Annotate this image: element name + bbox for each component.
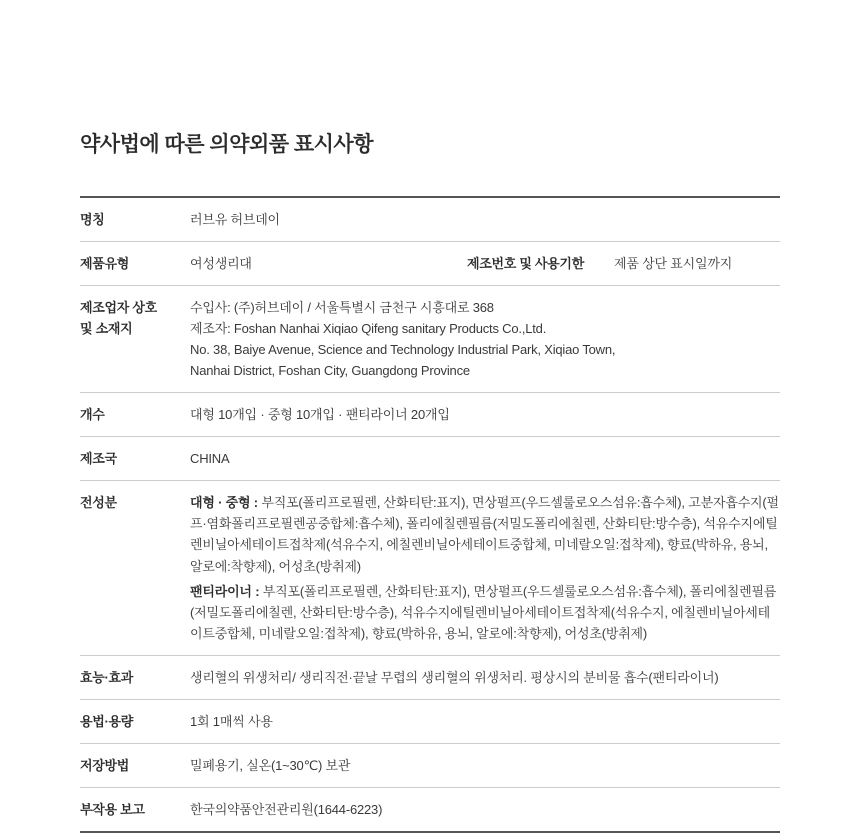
manufacturer-label-line-1: 제조업자 상호 [80, 300, 157, 316]
row-label-adverse-report: 부작용 보고 [80, 801, 145, 817]
table-row [80, 286, 780, 393]
row-value-dosage: 1회 1매씩 사용 [190, 713, 273, 729]
row-value-ingredients [190, 481, 780, 655]
table-row [80, 242, 780, 286]
ingredients-group-2-name: 팬티라이너 : [190, 583, 260, 599]
row-value-count: 대형 10개입 · 중형 10개입 · 팬티라이너 20개입 [190, 407, 450, 423]
row-value-product-type [190, 242, 780, 286]
manufacturer-line-4: Nanhai District, Foshan City, Guangdong Province [190, 363, 470, 379]
ingredients-group-1-name: 대형 · 중형 : [190, 495, 258, 511]
row-label-country: 제조국 [80, 451, 117, 467]
product-type-text: 여성생리대 [190, 256, 252, 272]
page-title: 약사법에 따른 의약외품 표시사항 [80, 133, 374, 156]
manufacturer-label-line-2: 및 소재지 [80, 321, 133, 337]
ingredients-group-large-medium [190, 492, 780, 576]
row-label-efficacy: 효능·효과 [80, 669, 134, 685]
table-row [80, 197, 780, 242]
table-row [80, 437, 780, 481]
table-row [80, 393, 780, 437]
row-value-name: 러브유 허브데이 [190, 212, 280, 227]
manufacturer-line-1: 수입사: (주)허브데이 / 서울특별시 금천구 시흥대로 368 [190, 300, 494, 316]
row-label-count: 개수 [80, 407, 105, 423]
product-spec-table [80, 196, 780, 833]
row-label-storage: 저장방법 [80, 757, 130, 773]
row-value-country: CHINA [190, 451, 230, 467]
lot-expiry-value: 제품 상단 표시일까지 [614, 256, 733, 272]
ingredients-group-1-text: 부직포(폴리프로필렌, 산화티탄:표지), 면상펄프(우드셀룰로오스섬유:흡수체), 고분자흡수지(펄프·염화폴리프로필렌공중합체:흡수체), 폴리에칠렌필름(저밀도폴리에칠렌, 산화티탄:방수층), 석유수지에틸렌비닐아세테이트접착제(석유수지, 에칠렌비닐아세테이트중합체, 미네랄오일:접착제), 향료(박하유, 용뇌, 알로에:착향제), 어성초(방취제) [190, 495, 779, 574]
row-value-adverse-report: 한국의약품안전관리원(1644-6223) [190, 801, 383, 817]
lot-expiry-label: 제조번호 및 사용기한 [467, 256, 584, 272]
table-row [80, 699, 780, 743]
table-row [80, 655, 780, 699]
table-row [80, 787, 780, 832]
row-label-manufacturer [80, 286, 190, 393]
ingredients-group-pantyliner [190, 581, 780, 644]
row-value-storage: 밀폐용기, 실온(1~30℃) 보관 [190, 757, 351, 773]
row-value-efficacy: 생리혈의 위생처리/ 생리직전·끝날 무렵의 생리혈의 위생처리. 평상시의 분비물 흡수(팬티라이너) [190, 669, 719, 685]
manufacturer-line-2: 제조자: Foshan Nanhai Xiqiao Qifeng sanitary Products Co.,Ltd. [190, 321, 547, 337]
table-row [80, 743, 780, 787]
row-label-name: 명칭 [80, 212, 105, 227]
row-label-product-type: 제품유형 [80, 256, 130, 272]
row-label-dosage: 용법·용량 [80, 713, 134, 729]
ingredients-group-2-text: 부직포(폴리프로필렌, 산화티탄:표지), 면상펄프(우드셀룰로오스섬유:흡수체), 폴리에칠렌필름(저밀도폴리에칠렌, 산화티탄:방수층), 석유수지에틸렌비닐아세테이트접착제(석유수지, 에칠렌비닐아세테이트중합체, 미네랄오일:접착제), 향료(박하유, 용뇌, 알로에:착향제), 어성초(방취제) [190, 583, 777, 641]
table-row [80, 481, 780, 655]
row-label-ingredients: 전성분 [80, 495, 117, 511]
manufacturer-line-3: No. 38, Baiye Avenue, Science and Technology Industrial Park, Xiqiao Town, [190, 342, 616, 358]
row-value-manufacturer [190, 286, 780, 393]
